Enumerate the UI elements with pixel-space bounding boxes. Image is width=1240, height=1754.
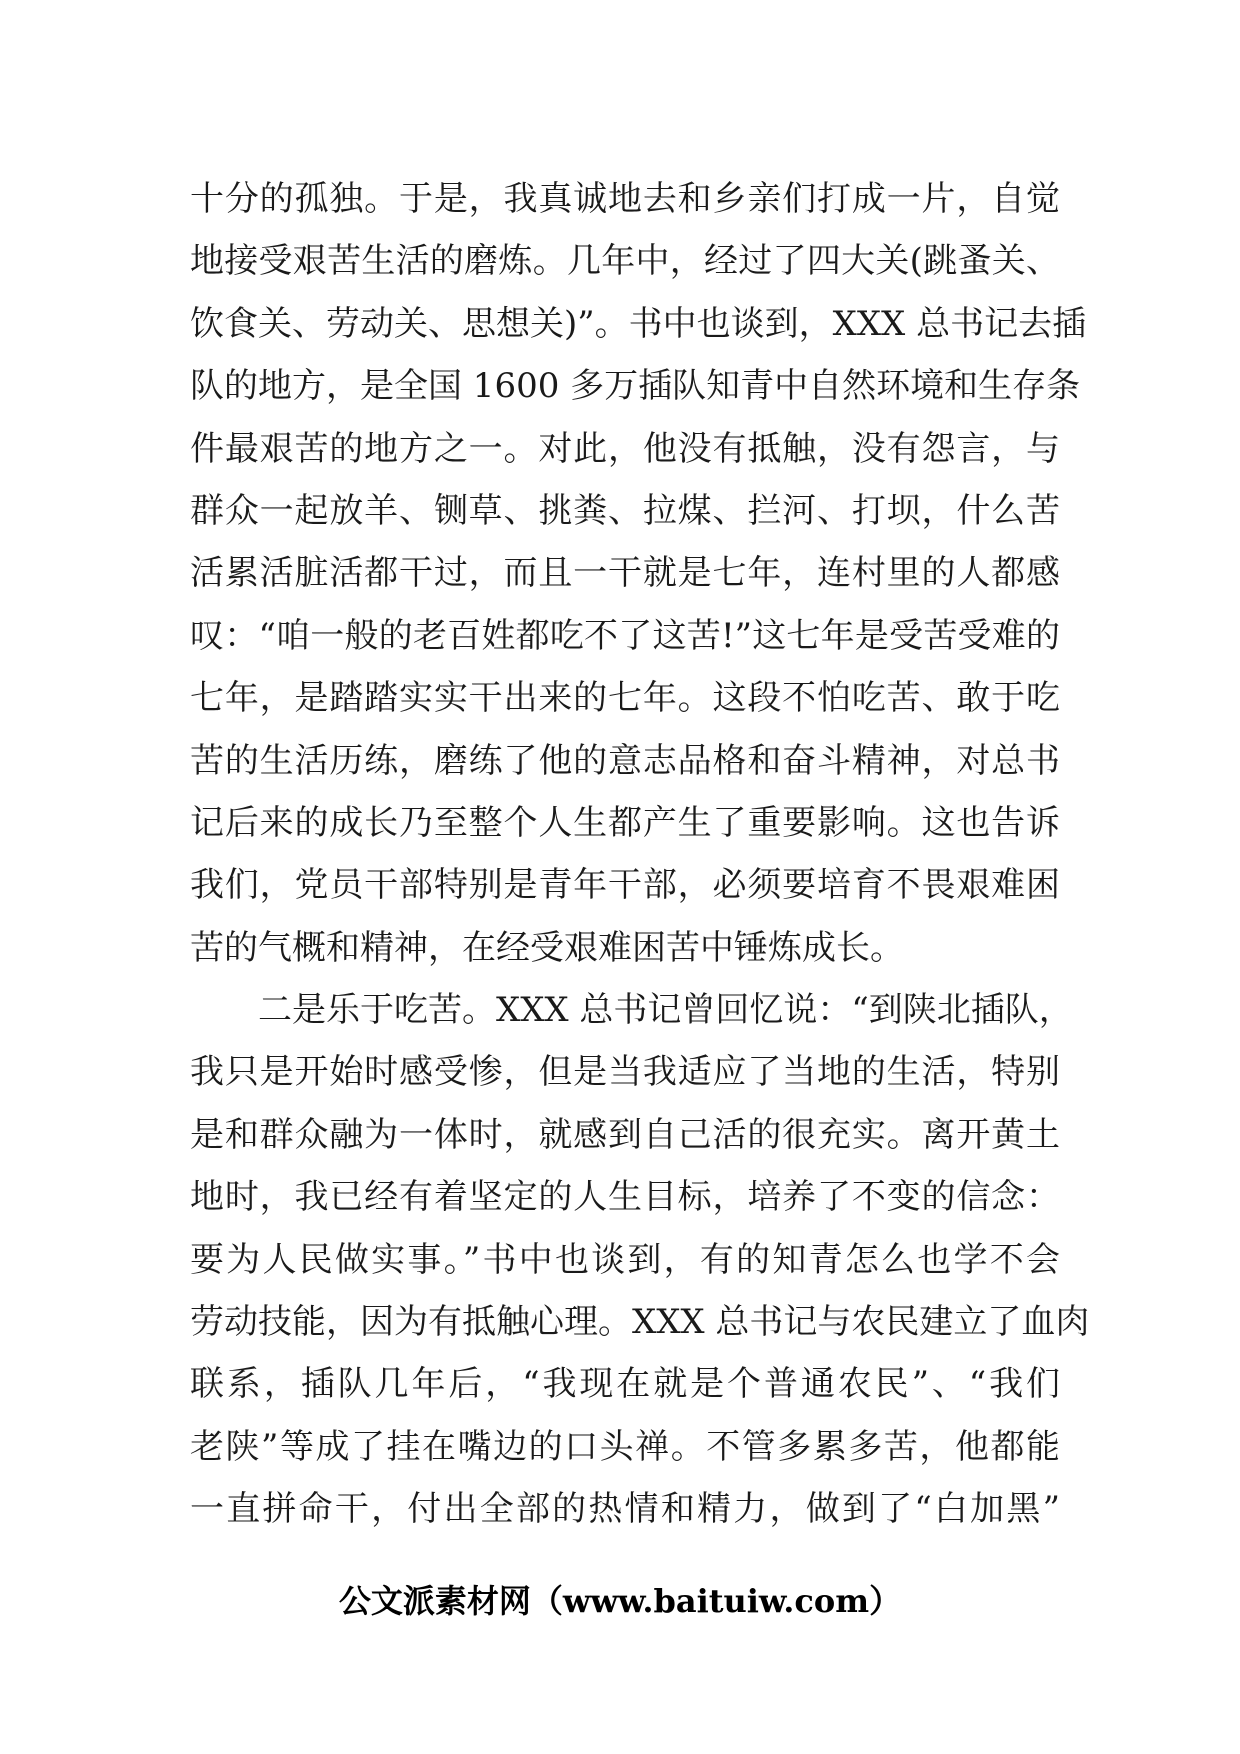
text-line: 件最艰苦的地方之一。对此，他没有抵触，没有怨言，与 [190, 428, 1060, 469]
text-line: 饮食关、劳动关、思想关)”。书中也谈到，XXX 总书记去插 [190, 303, 1087, 344]
text-line: 苦的生活历练，磨练了他的意志品格和奋斗精神，对总书 [190, 740, 1060, 781]
text-line: 联系，插队几年后，“我现在就是个普通农民”、“我们 [190, 1364, 1060, 1405]
text-line: 十分的孤独。于是，我真诚地去和乡亲们打成一片，自觉 [190, 179, 1060, 219]
text-line: 一直拼命干，付出全部的热情和精力，做到了“白加黑” [190, 1489, 1060, 1530]
text-line: 群众一起放羊、铡草、挑粪、拉煤、拦河、打坝，什么苦 [190, 490, 1060, 531]
text-line: 地接受艰苦生活的磨炼。几年中，经过了四大关(跳蚤关、 [190, 241, 1060, 282]
text-line: 是和群众融为一体时，就感到自己活的很充实。离开黄土 [190, 1114, 1060, 1155]
text-line: 叹：“咱一般的老百姓都吃不了这苦!”这七年是受苦受难的 [190, 615, 1060, 656]
text-line: 二是乐于吃苦。XXX 总书记曾回忆说：“到陕北插队， [258, 990, 1073, 1031]
text-line: 劳动技能，因为有抵触心理。XXX 总书记与农民建立了血肉 [190, 1302, 1090, 1343]
text-line: 要为人民做实事。”书中也谈到，有的知青怎么也学不会 [190, 1239, 1060, 1280]
text-line: 队的地方，是全国 1600 多万插队知青中自然环境和生存条 [190, 366, 1081, 407]
text-line: 七年，是踏踏实实干出来的七年。这段不怕吃苦、敢于吃 [190, 678, 1060, 719]
text-line: 苦的气概和精神，在经受艰难困苦中锤炼成长。 [190, 927, 904, 968]
text-line: 活累活脏活都干过，而且一干就是七年，连村里的人都感 [190, 553, 1060, 594]
text-line: 我只是开始时感受惨，但是当我适应了当地的生活，特别 [190, 1052, 1060, 1093]
text-line: 地时，我已经有着坚定的人生目标，培养了不变的信念： [190, 1177, 1060, 1218]
text-line: 记后来的成长乃至整个人生都产生了重要影响。这也告诉 [190, 802, 1060, 843]
body-text [190, 168, 1090, 1541]
text-line: 我们，党员干部特别是青年干部，必须要培育不畏艰难困 [190, 865, 1060, 906]
text-line: 老陕”等成了挂在嘴边的口头禅。不管多累多苦，他都能 [190, 1426, 1060, 1467]
page-footer-watermark: 公文派素材网（www.baituiw.com） [338, 1582, 902, 1620]
